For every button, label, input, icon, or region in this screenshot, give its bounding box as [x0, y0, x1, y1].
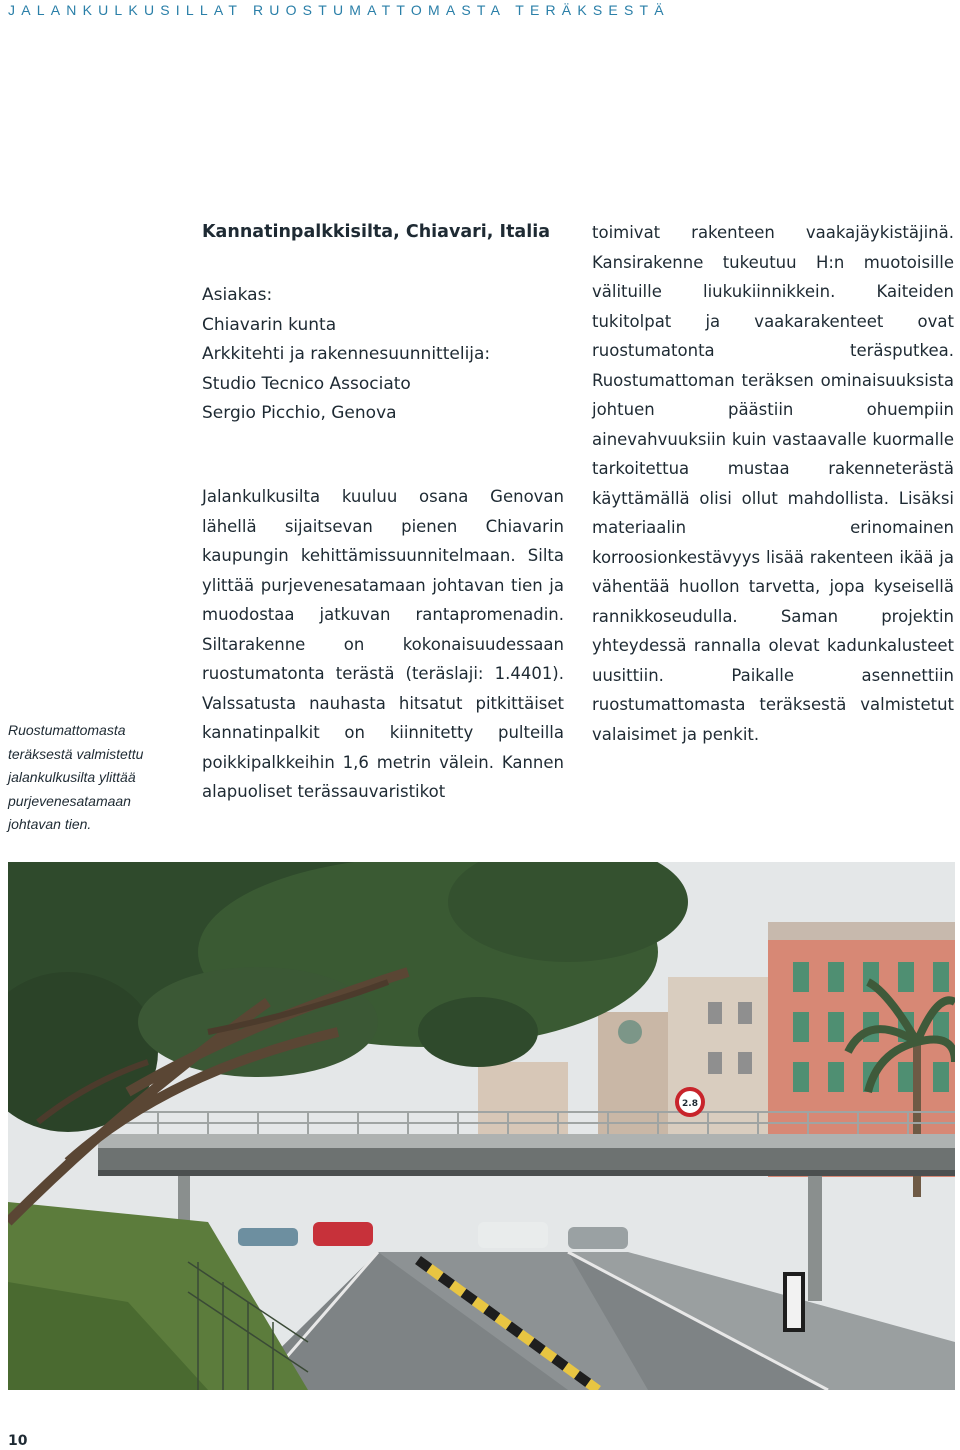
- page-number: 10: [8, 1433, 28, 1449]
- credit-architect-studio: Studio Tecnico Associato: [202, 373, 411, 394]
- photo-caption: Ruostumattomasta teräksestä valmistettu jalankulkusilta ylittää purjevenesatamaan johtavan tien.: [8, 722, 144, 832]
- credit-client: Chiavarin kunta: [202, 314, 337, 335]
- body-column-2: [592, 218, 954, 749]
- bridge-photo: [8, 862, 955, 1390]
- height-limit-value: 2.8: [682, 1099, 698, 1109]
- project-credits: [202, 281, 490, 429]
- credit-architect-name: Sergio Picchio, Genova: [202, 403, 397, 423]
- credit-architect-label: Arkkitehti ja rakennesuunnittelija:: [202, 344, 491, 364]
- article-title: Kannatinpalkkisilta, Chiavari, Italia: [202, 222, 551, 242]
- running-header: JALANKULKUSILLAT RUOSTUMATTOMASTA TERÄKSESTÄ: [8, 2, 670, 18]
- body-paragraph-1: Jalankulkusilta kuuluu osana Genovan lähellä sijaitsevan pienen Chiavarin kaupungin kehittämissuunnitelmaan. Silta ylittää purjevenesatamaan johtavan tien ja muodostaa jatkuvan rantapromenadin. Siltarakenne on kokonaisuudessaan ruostumatonta terästä (teräslaji: 1.4401). Valssatusta nauhasta hitsatut pitkittäiset kannatinpalkit on kiinnitetty pulteilla poikkipalkkeihin 1,6 metrin välein. Kannen alapuoliset terässauvaristikot: [202, 487, 564, 801]
- body-column-1: [202, 482, 564, 807]
- height-limit-sign: [677, 1089, 703, 1115]
- body-paragraph-2: toimivat rakenteen vaakajäykistäjinä. Kansirakenne tukeutuu H:n muotoisille välituille liukukiinnikkein. Kaiteiden tukitolpat ja vaakarakenteet ovat ruostumatonta teräsputkea. Ruostumattoman teräksen ominaisuuksista johtuen päästiin ohuempiin ainevahvuuksiin kuin vastaavalle kuormalle tarkoitettua mustaa rakenneterästä käyttämällä olisi ollut mahdollista. Lisäksi materiaalin erinomainen korroosionkestävyys lisää rakenteen ikää ja vähentää huollon tarvetta, jopa kyseisellä rannikkoseudulla. Saman projektin yhteydessä rannalla olevat kadunkalusteet uusittiin. Paikalle asennettiin ruostumattomasta teräksestä valmistetut valaisimet ja penkit.: [592, 223, 954, 744]
- credit-client-label: Asiakas:: [202, 285, 273, 305]
